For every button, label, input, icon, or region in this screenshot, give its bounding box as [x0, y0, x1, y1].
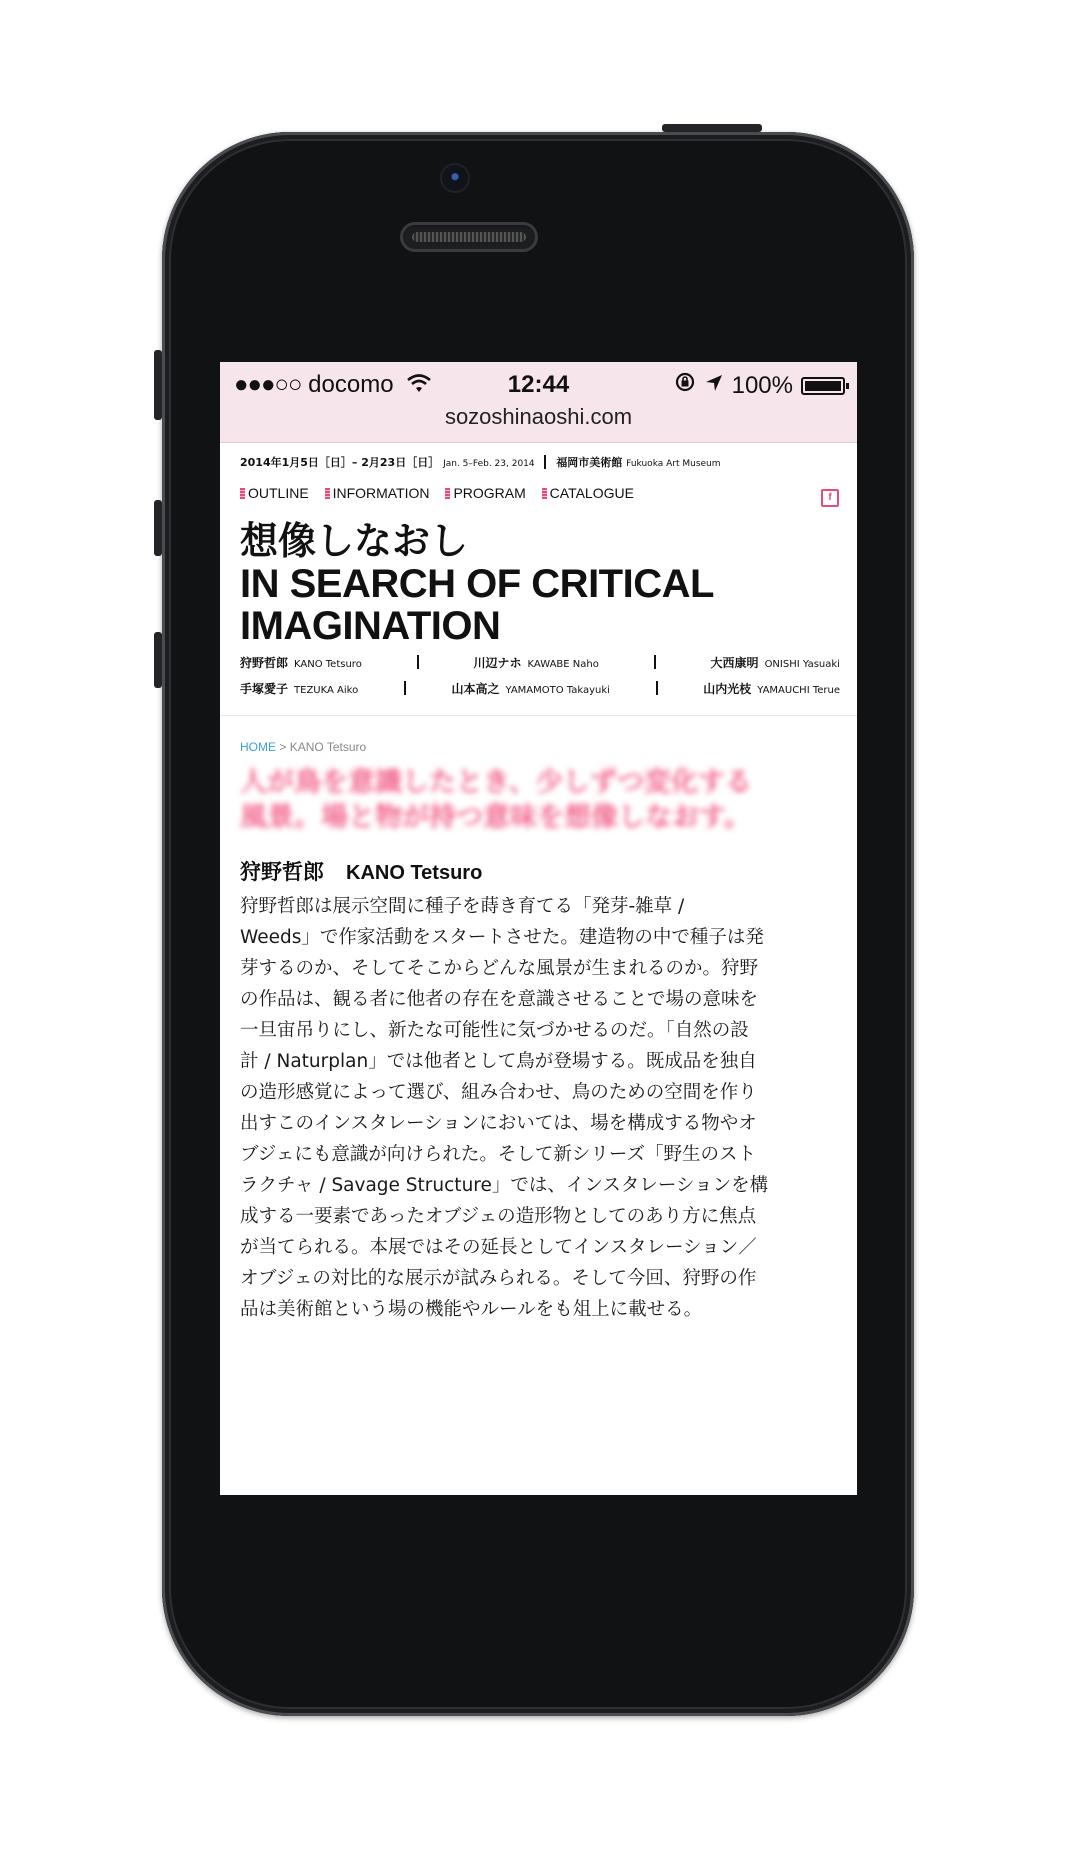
paragraph-line: 一旦宙吊りにし、新たな可能性に気づかせるのだ。「自然の設 [240, 1020, 749, 1041]
artist-link-tezuka[interactable]: 手塚愛子 TEZUKA Aiko [240, 681, 359, 696]
nav-information[interactable]: INFORMATION [325, 485, 430, 501]
paragraph-line: の作品は、観る者に他者の存在を意識させることで場の意味を [240, 989, 759, 1010]
artist-description [240, 891, 840, 1325]
exhibition-info [240, 454, 721, 470]
carrier-name: docomo [308, 371, 394, 398]
volume-up-button[interactable] [154, 500, 162, 556]
lead-text [240, 765, 840, 835]
breadcrumb-separator: > [276, 740, 290, 754]
breadcrumb [240, 740, 366, 754]
paragraph-line: Weeds」で作家活動をスタートさせた。建造物の中で種子は発 [240, 927, 764, 948]
site-title[interactable] [240, 521, 714, 647]
nav-marker-icon [240, 488, 245, 499]
battery-percent: 100% [731, 371, 793, 399]
paragraph-line: ラクチャ / Savage Structure」では、インスタレーションを構 [240, 1175, 769, 1196]
dates-jp: 2014年1月5日［日］– 2月23日［日］ [240, 456, 440, 469]
nav-marker-icon [542, 488, 547, 499]
separator-bar [417, 655, 419, 669]
title-jp: 想像しなおし [240, 521, 469, 563]
paragraph-line: 芽するのか、そしてそこからどんな風景が生まれるのか。狩野 [240, 958, 759, 979]
paragraph-line: 出すこのインスタレーションにおいては、場を構成する物やオ [240, 1113, 757, 1134]
front-camera [442, 165, 468, 191]
location-arrow-icon [704, 372, 724, 400]
paragraph-line: 狩野哲郎は展示空間に種子を蒔き育てる「発芽-雑草 / [240, 896, 685, 917]
paragraph-line: 品は美術館という場の機能やルールをも俎上に載せる。 [240, 1299, 703, 1320]
artist-link-kawabe[interactable]: 川辺ナホ KAWABE Naho [473, 655, 599, 670]
artist-link-kano[interactable]: 狩野哲郎 KANO Tetsuro [240, 655, 362, 670]
separator-bar [656, 681, 658, 695]
header-divider [220, 715, 857, 716]
signal-strength-icon: ●●●○○ [234, 371, 302, 398]
paragraph-line: ブジェにも意識が向けられた。そして新シリーズ「野生のスト [240, 1144, 756, 1165]
facebook-icon[interactable]: f [821, 489, 839, 507]
paragraph-line: の造形感覚によって選び、組み合わせ、鳥のための空間を作り [240, 1082, 757, 1103]
artist-row [240, 649, 840, 675]
artist-name-en: KANO Tetsuro [346, 862, 483, 884]
breadcrumb-home-link[interactable]: HOME [240, 740, 276, 754]
artist-link-yamauchi[interactable]: 山内光枝 YAMAUCHI Terue [703, 681, 840, 696]
nav-catalogue[interactable]: CATALOGUE [542, 485, 634, 501]
mute-switch[interactable] [154, 350, 162, 420]
separator-bar [654, 655, 656, 669]
dates-en: Jan. 5–Feb. 23, 2014 [443, 459, 535, 469]
main-nav [240, 485, 646, 501]
divider-bar [544, 455, 546, 469]
breadcrumb-current: KANO Tetsuro [289, 740, 367, 754]
artist-heading [240, 856, 482, 886]
status-bar [220, 362, 857, 443]
artist-list [240, 649, 840, 701]
venue-en: Fukuoka Art Museum [626, 459, 721, 469]
paragraph-line: 成する一要素であったオブジェの造形物としてのあり方に焦点 [240, 1206, 757, 1227]
lead-line: 人が鳥を意識したとき、少しずつ変化する [240, 767, 752, 798]
nav-program[interactable]: PROGRAM [445, 485, 525, 501]
paragraph-line: が当てられる。本展ではその延長としてインスタレーション／ [240, 1237, 757, 1258]
volume-down-button[interactable] [154, 632, 162, 688]
paragraph-line: 計 / Naturplan」では他者として鳥が登場する。既成品を独自 [240, 1051, 757, 1072]
nav-marker-icon [325, 488, 330, 499]
paragraph-line: オブジェの対比的な展示が試みられる。そして今回、狩野の作 [240, 1268, 757, 1289]
venue-jp: 福岡市美術館 [556, 456, 623, 469]
address-bar-url[interactable]: sozoshinaoshi.com [444, 404, 633, 429]
nav-outline[interactable]: OUTLINE [240, 485, 309, 501]
clock: 12:44 [507, 371, 570, 398]
power-button[interactable] [662, 124, 762, 132]
rotation-lock-icon [674, 371, 696, 400]
status-right [674, 371, 845, 400]
artist-link-onishi[interactable]: 大西康明 ONISHI Yasuaki [710, 655, 840, 670]
artist-name-jp: 狩野哲郎 [240, 860, 324, 884]
phone-screen [220, 362, 857, 1495]
title-en-line1: IN SEARCH OF CRITICAL [240, 562, 714, 606]
lead-line: 風景。場と物が持つ意味を想像しなおす。 [240, 802, 751, 833]
artist-row [240, 675, 840, 701]
separator-bar [404, 681, 406, 695]
earpiece-speaker [400, 222, 538, 252]
artist-link-yamamoto[interactable]: 山本高之 YAMAMOTO Takayuki [451, 681, 610, 696]
title-en-line2: IMAGINATION [240, 604, 501, 648]
nav-marker-icon [445, 488, 450, 499]
battery-icon [801, 377, 845, 395]
